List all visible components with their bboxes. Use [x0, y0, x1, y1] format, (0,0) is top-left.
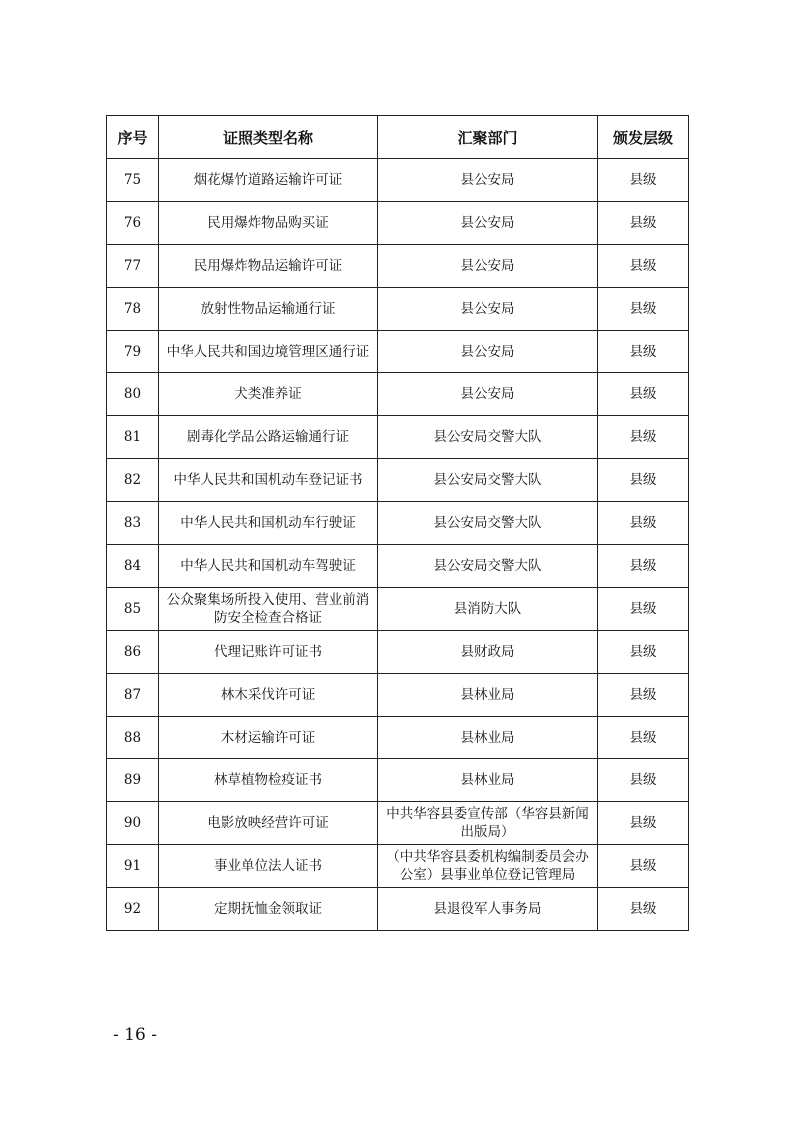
- cell-level: 县级: [598, 759, 689, 802]
- table-row: [107, 587, 689, 630]
- cell-seq: 92: [107, 888, 159, 931]
- table-row: [107, 373, 689, 416]
- cell-dept: （中共华容县委机构编制委员会办公室）县事业单位登记管理局: [378, 845, 598, 888]
- table-row: [107, 459, 689, 502]
- cell-name: 民用爆炸物品运输许可证: [159, 244, 378, 287]
- cell-dept: 县公安局: [378, 244, 598, 287]
- cell-name: 林草植物检疫证书: [159, 759, 378, 802]
- table-row: [107, 244, 689, 287]
- table-row: [107, 416, 689, 459]
- cell-dept: 县退役军人事务局: [378, 888, 598, 931]
- cell-seq: 87: [107, 673, 159, 716]
- cell-level: 县级: [598, 287, 689, 330]
- cell-dept: 县公安局: [378, 201, 598, 244]
- table-row: [107, 330, 689, 373]
- cell-name: 定期抚恤金领取证: [159, 888, 378, 931]
- cell-level: 县级: [598, 373, 689, 416]
- cell-dept: 县公安局交警大队: [378, 545, 598, 588]
- table-row: [107, 545, 689, 588]
- cell-seq: 78: [107, 287, 159, 330]
- cell-level: 县级: [598, 845, 689, 888]
- cell-name: 民用爆炸物品购买证: [159, 201, 378, 244]
- cell-name: 放射性物品运输通行证: [159, 287, 378, 330]
- cell-dept: 县消防大队: [378, 587, 598, 630]
- cell-level: 县级: [598, 888, 689, 931]
- header-name: 证照类型名称: [159, 116, 378, 159]
- cell-seq: 91: [107, 845, 159, 888]
- header-level: 颁发层级: [598, 116, 689, 159]
- table-row: [107, 845, 689, 888]
- table-row: [107, 716, 689, 759]
- cell-name: 剧毒化学品公路运输通行证: [159, 416, 378, 459]
- cell-name: 事业单位法人证书: [159, 845, 378, 888]
- cell-name: 林木采伐许可证: [159, 673, 378, 716]
- cell-dept: 县公安局: [378, 330, 598, 373]
- cell-level: 县级: [598, 630, 689, 673]
- cell-dept: 县公安局交警大队: [378, 416, 598, 459]
- cell-dept: 中共华容县委宣传部（华容县新闻出版局）: [378, 802, 598, 845]
- cell-name: 烟花爆竹道路运输许可证: [159, 159, 378, 202]
- cell-level: 县级: [598, 502, 689, 545]
- cell-dept: 县公安局: [378, 373, 598, 416]
- cell-seq: 79: [107, 330, 159, 373]
- cell-seq: 81: [107, 416, 159, 459]
- cell-level: 县级: [598, 545, 689, 588]
- table-row: [107, 673, 689, 716]
- cell-seq: 83: [107, 502, 159, 545]
- cell-seq: 82: [107, 459, 159, 502]
- table-row: [107, 802, 689, 845]
- table-row: [107, 287, 689, 330]
- cell-dept: 县林业局: [378, 759, 598, 802]
- cell-seq: 90: [107, 802, 159, 845]
- cell-dept: 县林业局: [378, 673, 598, 716]
- cell-level: 县级: [598, 673, 689, 716]
- cell-dept: 县财政局: [378, 630, 598, 673]
- cell-seq: 80: [107, 373, 159, 416]
- cell-seq: 84: [107, 545, 159, 588]
- cell-level: 县级: [598, 459, 689, 502]
- cell-dept: 县公安局交警大队: [378, 502, 598, 545]
- certificate-table: [106, 115, 689, 931]
- cell-level: 县级: [598, 716, 689, 759]
- cell-seq: 85: [107, 587, 159, 630]
- table-row: [107, 759, 689, 802]
- cell-dept: 县公安局: [378, 159, 598, 202]
- table-header-row: [107, 116, 689, 159]
- cell-level: 县级: [598, 159, 689, 202]
- header-dept: 汇聚部门: [378, 116, 598, 159]
- cell-seq: 76: [107, 201, 159, 244]
- page-number: - 16 -: [113, 1025, 157, 1045]
- cell-dept: 县公安局交警大队: [378, 459, 598, 502]
- cell-name: 电影放映经营许可证: [159, 802, 378, 845]
- cell-level: 县级: [598, 587, 689, 630]
- cell-seq: 89: [107, 759, 159, 802]
- cell-dept: 县公安局: [378, 287, 598, 330]
- cell-level: 县级: [598, 330, 689, 373]
- cell-seq: 75: [107, 159, 159, 202]
- header-seq: 序号: [107, 116, 159, 159]
- cell-name: 中华人民共和国机动车行驶证: [159, 502, 378, 545]
- cell-name: 木材运输许可证: [159, 716, 378, 759]
- cell-seq: 77: [107, 244, 159, 287]
- cell-seq: 86: [107, 630, 159, 673]
- cell-seq: 88: [107, 716, 159, 759]
- cell-name: 代理记账许可证书: [159, 630, 378, 673]
- cell-level: 县级: [598, 416, 689, 459]
- cell-level: 县级: [598, 201, 689, 244]
- cell-name: 公众聚集场所投入使用、营业前消防安全检查合格证: [159, 587, 378, 630]
- table-row: [107, 502, 689, 545]
- cell-level: 县级: [598, 244, 689, 287]
- table-row: [107, 630, 689, 673]
- table-row: [107, 888, 689, 931]
- cell-level: 县级: [598, 802, 689, 845]
- cell-name: 犬类准养证: [159, 373, 378, 416]
- cell-dept: 县林业局: [378, 716, 598, 759]
- cell-name: 中华人民共和国边境管理区通行证: [159, 330, 378, 373]
- table-row: [107, 201, 689, 244]
- cell-name: 中华人民共和国机动车登记证书: [159, 459, 378, 502]
- cell-name: 中华人民共和国机动车驾驶证: [159, 545, 378, 588]
- table-row: [107, 159, 689, 202]
